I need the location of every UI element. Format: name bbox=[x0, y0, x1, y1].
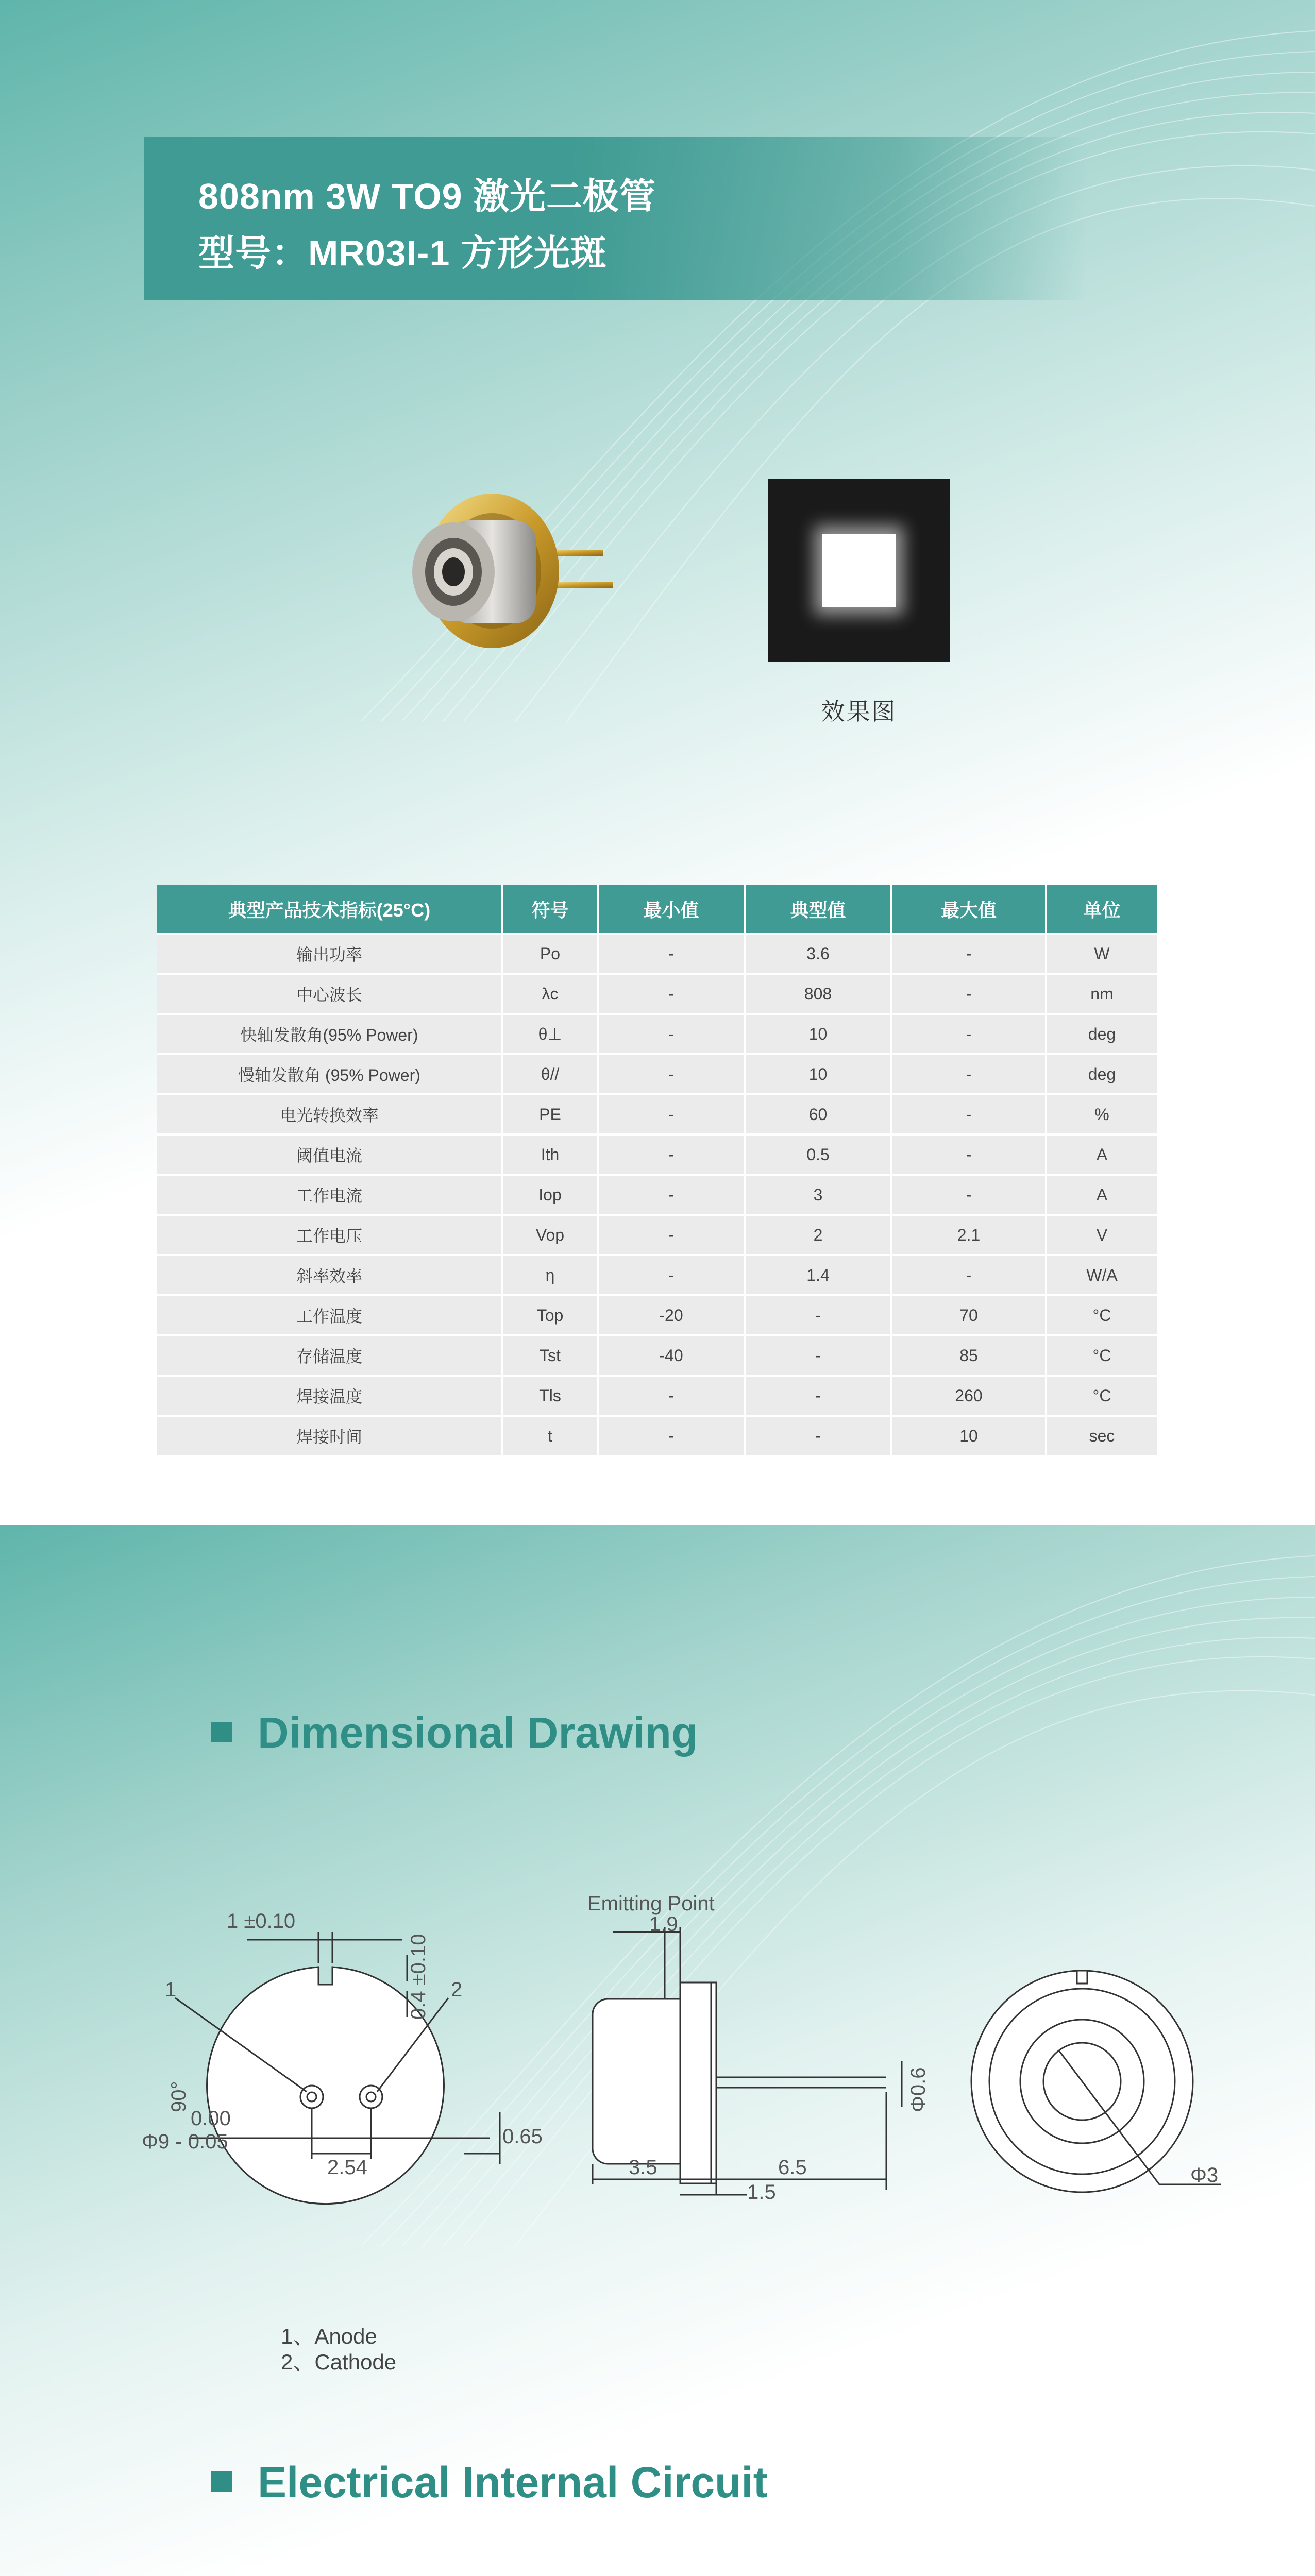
dimensional-heading-text: Dimensional Drawing bbox=[258, 1708, 698, 1757]
col-header: 典型值 bbox=[745, 885, 891, 934]
table-cell: - bbox=[598, 1416, 745, 1455]
table-cell: 焊接时间 bbox=[157, 1416, 502, 1455]
table-cell: - bbox=[598, 1255, 745, 1295]
table-cell: Vop bbox=[502, 1215, 598, 1255]
table-row bbox=[157, 1376, 1157, 1416]
table-cell: Iop bbox=[502, 1175, 598, 1215]
table-cell: λc bbox=[502, 974, 598, 1014]
table-cell: 工作温度 bbox=[157, 1295, 502, 1335]
table-cell: A bbox=[1046, 1134, 1157, 1175]
table-cell: W bbox=[1046, 934, 1157, 974]
circuit-heading bbox=[211, 2458, 768, 2507]
table-cell: 输出功率 bbox=[157, 934, 502, 974]
dimension-legend bbox=[281, 2324, 396, 2375]
table-row bbox=[157, 934, 1157, 974]
table-cell: - bbox=[745, 1416, 891, 1455]
table-cell: 10 bbox=[745, 1054, 891, 1094]
drawing-section bbox=[0, 1525, 1315, 2576]
table-cell: Ith bbox=[502, 1134, 598, 1175]
legend-anode: 1、Anode bbox=[281, 2324, 377, 2348]
table-cell: 工作电压 bbox=[157, 1215, 502, 1255]
col-header: 单位 bbox=[1046, 885, 1157, 934]
table-cell: 60 bbox=[745, 1094, 891, 1134]
table-cell: PE bbox=[502, 1094, 598, 1134]
legend-cathode: 2、Cathode bbox=[281, 2350, 397, 2374]
table-cell: - bbox=[891, 1014, 1046, 1054]
decorative-waves bbox=[0, 0, 1315, 721]
table-cell: deg bbox=[1046, 1014, 1157, 1054]
col-header: 最大值 bbox=[891, 885, 1046, 934]
table-row bbox=[157, 1094, 1157, 1134]
table-cell: - bbox=[598, 1215, 745, 1255]
table-cell: °C bbox=[1046, 1335, 1157, 1376]
table-cell: 快轴发散角(95% Power) bbox=[157, 1014, 502, 1054]
table-cell: 260 bbox=[891, 1376, 1046, 1416]
table-cell: - bbox=[598, 974, 745, 1014]
table-cell: - bbox=[891, 934, 1046, 974]
angle-label: 90° bbox=[167, 2081, 190, 2112]
dim-1-tolerance: 1 ±0.10 bbox=[227, 1910, 296, 1933]
table-row bbox=[157, 1255, 1157, 1295]
table-cell: - bbox=[598, 1014, 745, 1054]
table-cell: nm bbox=[1046, 974, 1157, 1014]
d19-label: 1.9 bbox=[649, 1913, 678, 1936]
d06-label: Φ0.6 bbox=[907, 2067, 930, 2112]
table-cell: deg bbox=[1046, 1054, 1157, 1094]
table-cell: 阈值电流 bbox=[157, 1134, 502, 1175]
table-row bbox=[157, 1175, 1157, 1215]
laser-diode-photo bbox=[381, 489, 649, 706]
table-cell: - bbox=[745, 1376, 891, 1416]
table-cell: 70 bbox=[891, 1295, 1046, 1335]
table-cell: 1.4 bbox=[745, 1255, 891, 1295]
pin-2-label: 2 bbox=[451, 1978, 463, 2001]
d065-label: 0.65 bbox=[502, 2125, 543, 2148]
table-cell: 中心波长 bbox=[157, 974, 502, 1014]
table-cell: θ⊥ bbox=[502, 1014, 598, 1054]
col-header: 最小值 bbox=[598, 885, 745, 934]
table-cell: sec bbox=[1046, 1416, 1157, 1455]
dimensional-drawing bbox=[129, 1865, 1237, 2380]
d3-label: Φ3 bbox=[1190, 2164, 1219, 2187]
table-cell: A bbox=[1046, 1175, 1157, 1215]
table-cell: - bbox=[891, 974, 1046, 1014]
table-cell: - bbox=[598, 1054, 745, 1094]
table-cell: Top bbox=[502, 1295, 598, 1335]
table-cell: 存储温度 bbox=[157, 1335, 502, 1376]
table-cell: - bbox=[598, 1094, 745, 1134]
table-cell: t bbox=[502, 1416, 598, 1455]
table-cell: -20 bbox=[598, 1295, 745, 1335]
d15-label: 1.5 bbox=[747, 2181, 776, 2204]
pitch-label: 2.54 bbox=[327, 2156, 367, 2179]
circuit-heading-text: Electrical Internal Circuit bbox=[258, 2458, 768, 2506]
table-cell: - bbox=[598, 934, 745, 974]
table-cell: 慢轴发散角 (95% Power) bbox=[157, 1054, 502, 1094]
table-cell: 3 bbox=[745, 1175, 891, 1215]
table-cell: 2 bbox=[745, 1215, 891, 1255]
table-cell: Po bbox=[502, 934, 598, 974]
table-cell: W/A bbox=[1046, 1255, 1157, 1295]
square-spot bbox=[822, 534, 896, 607]
table-row bbox=[157, 1014, 1157, 1054]
effect-caption: 效果图 bbox=[821, 698, 897, 725]
table-cell: η bbox=[502, 1255, 598, 1295]
table-cell: °C bbox=[1046, 1376, 1157, 1416]
table-cell: 斜率效率 bbox=[157, 1255, 502, 1295]
pin-1-label: 1 bbox=[165, 1978, 177, 2001]
title-banner bbox=[144, 137, 1087, 300]
table-row bbox=[157, 1134, 1157, 1175]
beam-effect-image bbox=[768, 479, 950, 662]
dia9-tolerance-top: 0.00 bbox=[191, 2107, 231, 2130]
table-cell: - bbox=[745, 1335, 891, 1376]
table-cell: -40 bbox=[598, 1335, 745, 1376]
table-cell: - bbox=[891, 1175, 1046, 1215]
table-cell: - bbox=[891, 1255, 1046, 1295]
dim-0-4-tolerance: 0.4 ±0.10 bbox=[407, 1934, 430, 2020]
bullet-square-icon bbox=[211, 1722, 232, 1742]
table-cell: θ// bbox=[502, 1054, 598, 1094]
table-cell: 工作电流 bbox=[157, 1175, 502, 1215]
table-row bbox=[157, 1335, 1157, 1376]
table-cell: Tst bbox=[502, 1335, 598, 1376]
col-header: 典型产品技术指标(25°C) bbox=[157, 885, 502, 934]
table-cell: - bbox=[891, 1134, 1046, 1175]
table-cell: - bbox=[598, 1376, 745, 1416]
table-cell: 10 bbox=[745, 1014, 891, 1054]
d65-label: 6.5 bbox=[778, 2156, 807, 2179]
table-cell: 焊接温度 bbox=[157, 1376, 502, 1416]
table-cell: 0.5 bbox=[745, 1134, 891, 1175]
table-row bbox=[157, 1215, 1157, 1255]
table-cell: V bbox=[1046, 1215, 1157, 1255]
col-header: 符号 bbox=[502, 885, 598, 934]
dimensional-heading bbox=[211, 1708, 698, 1758]
model-title: 型号：MR03I-1 方形光斑 bbox=[198, 233, 607, 273]
table-cell: - bbox=[598, 1175, 745, 1215]
table-row bbox=[157, 1416, 1157, 1455]
table-cell: Tls bbox=[502, 1376, 598, 1416]
table-cell: °C bbox=[1046, 1295, 1157, 1335]
table-cell: - bbox=[745, 1295, 891, 1335]
product-title: 808nm 3W TO9 激光二极管 bbox=[198, 176, 656, 216]
table-row bbox=[157, 1295, 1157, 1335]
table-cell: 85 bbox=[891, 1335, 1046, 1376]
spec-table bbox=[157, 885, 1157, 1455]
table-cell: 10 bbox=[891, 1416, 1046, 1455]
table-cell: 808 bbox=[745, 974, 891, 1014]
table-cell: 2.1 bbox=[891, 1215, 1046, 1255]
table-header-row bbox=[157, 885, 1157, 934]
bullet-square-icon bbox=[211, 2471, 232, 2492]
table-row bbox=[157, 974, 1157, 1014]
table-cell: 电光转换效率 bbox=[157, 1094, 502, 1134]
d35-label: 3.5 bbox=[629, 2156, 658, 2179]
spec-table-body bbox=[157, 934, 1157, 1455]
table-cell: - bbox=[891, 1094, 1046, 1134]
table-row bbox=[157, 1054, 1157, 1094]
table-cell: % bbox=[1046, 1094, 1157, 1134]
table-cell: - bbox=[891, 1054, 1046, 1094]
emitting-point-label: Emitting Point bbox=[587, 1892, 715, 1915]
table-cell: 3.6 bbox=[745, 934, 891, 974]
dia9-label: Φ9 - 0.05 bbox=[142, 2130, 228, 2153]
table-cell: - bbox=[598, 1134, 745, 1175]
